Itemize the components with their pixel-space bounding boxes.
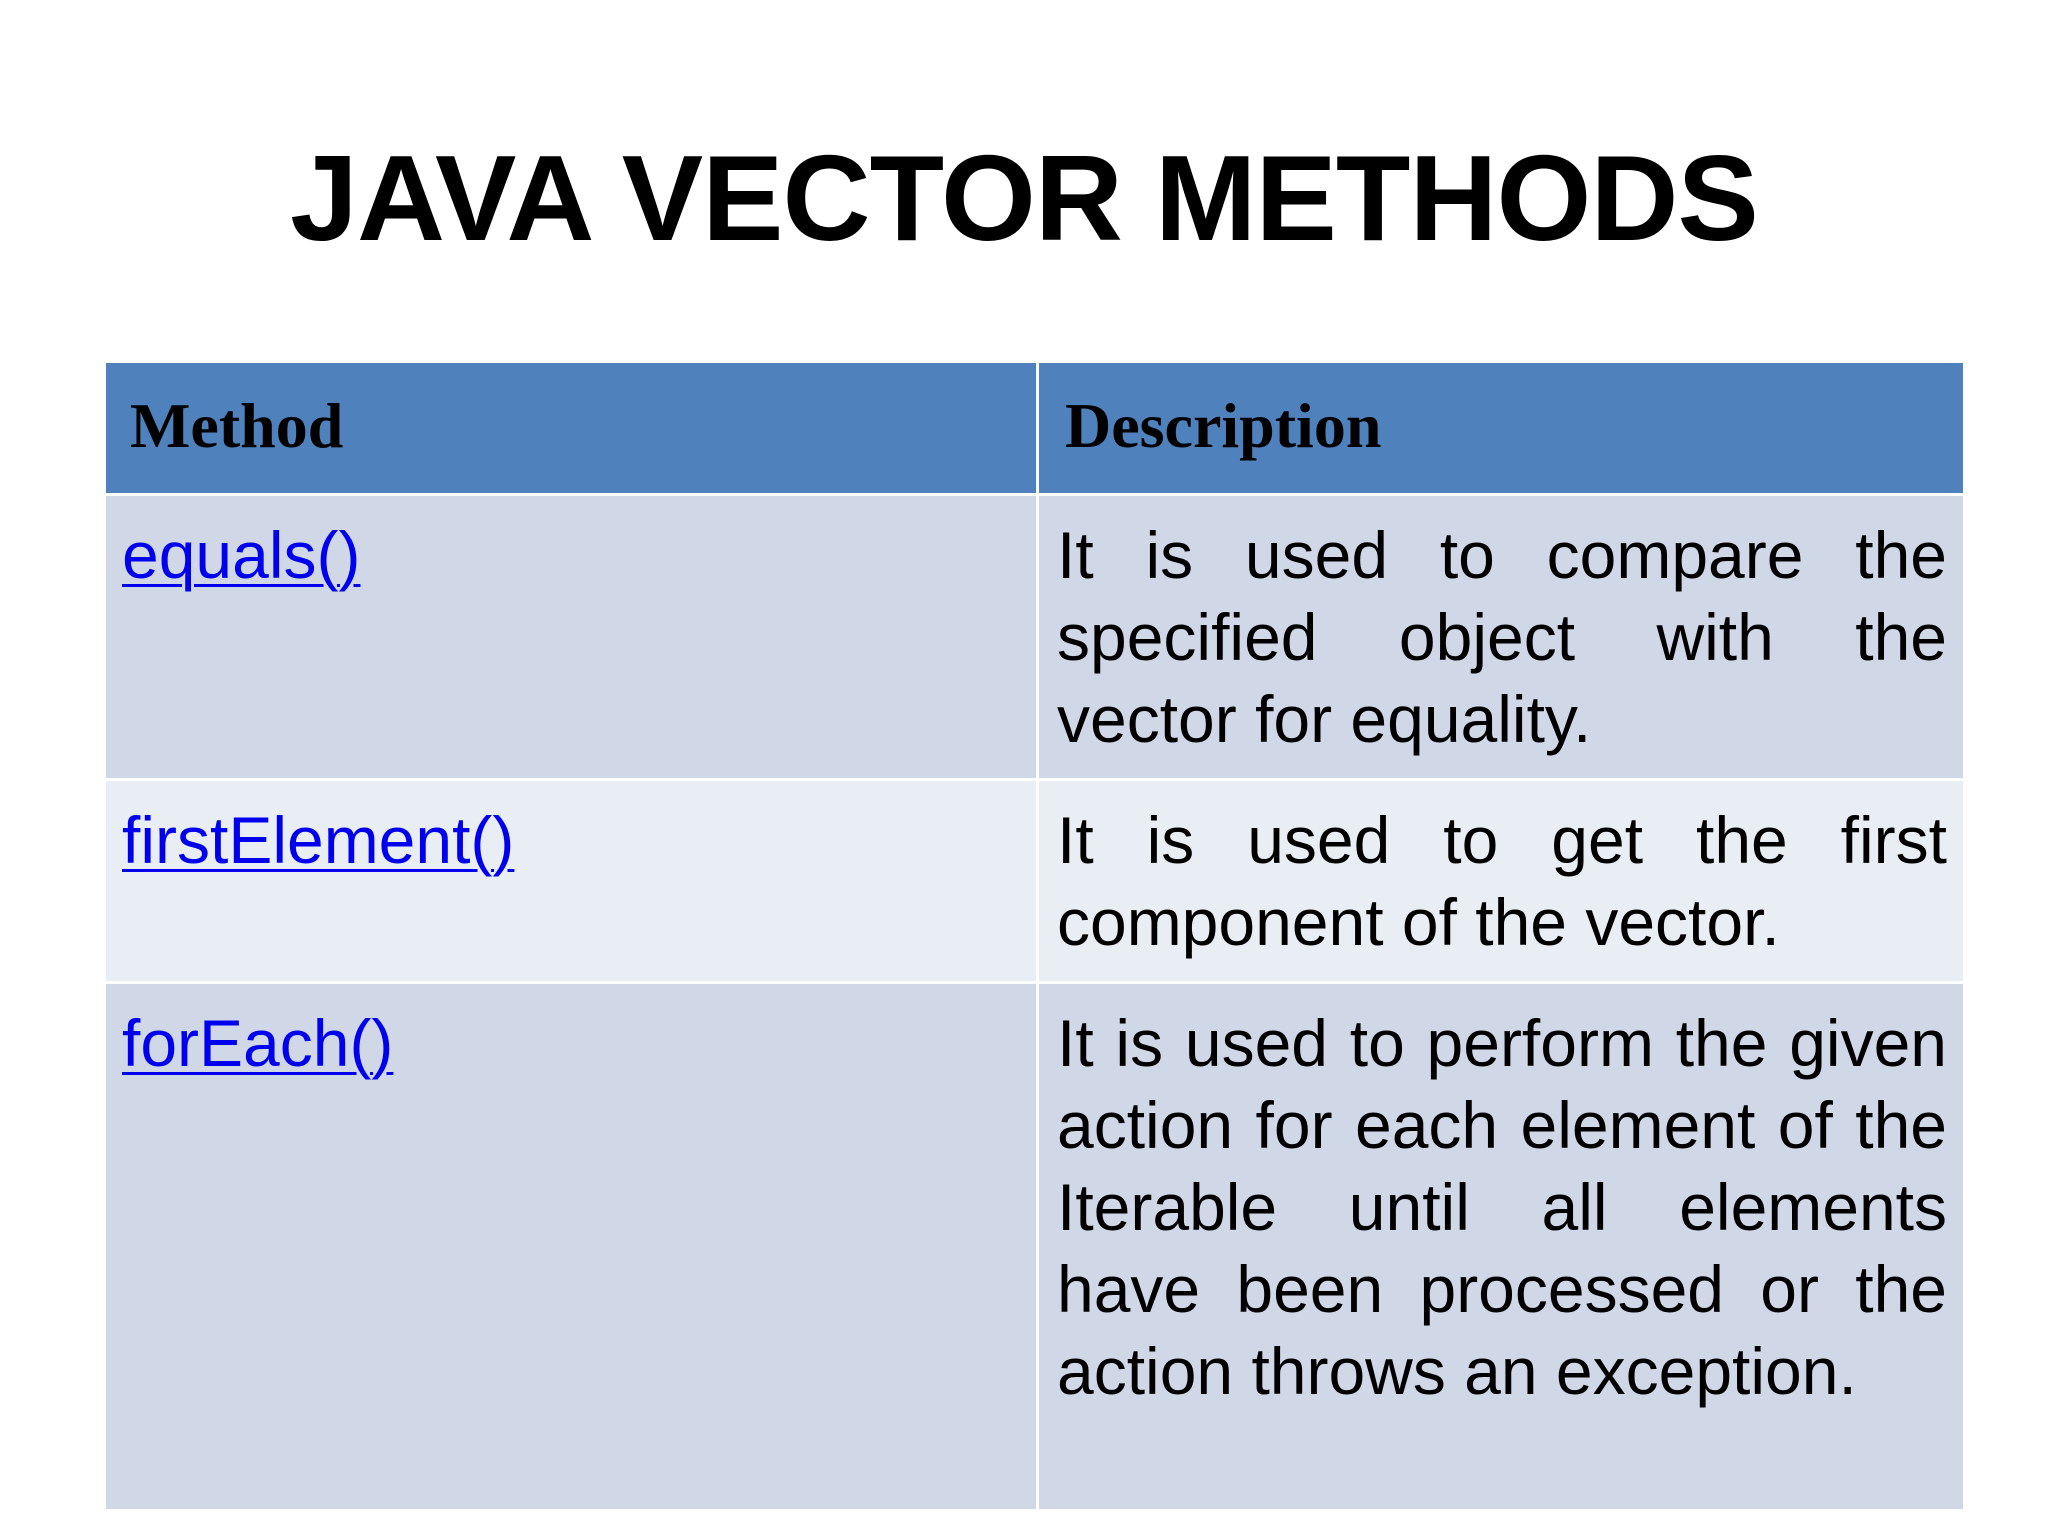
method-cell xyxy=(105,495,1038,780)
method-link-for-each[interactable]: forEach() xyxy=(122,1006,394,1080)
column-header-method: Method xyxy=(105,362,1038,495)
column-header-description: Description xyxy=(1038,362,1965,495)
table-row xyxy=(105,983,1965,1511)
slide-title: JAVA VECTOR METHODS xyxy=(290,130,1758,266)
method-cell xyxy=(105,780,1038,983)
table-header-row xyxy=(105,362,1965,495)
table-row xyxy=(105,780,1965,983)
method-link-equals[interactable]: equals() xyxy=(122,518,361,592)
description-cell: It is used to get the first component of the vector. xyxy=(1038,780,1965,983)
description-cell: It is used to compare the specified object with the vector for equality. xyxy=(1038,495,1965,780)
table-row xyxy=(105,495,1965,780)
methods-table xyxy=(103,360,1966,1512)
method-cell xyxy=(105,983,1038,1511)
description-cell: It is used to perform the given action for each element of the Iterable until all elements have been processed or the action throws an exception. xyxy=(1038,983,1965,1511)
method-link-first-element[interactable]: firstElement() xyxy=(122,803,515,877)
